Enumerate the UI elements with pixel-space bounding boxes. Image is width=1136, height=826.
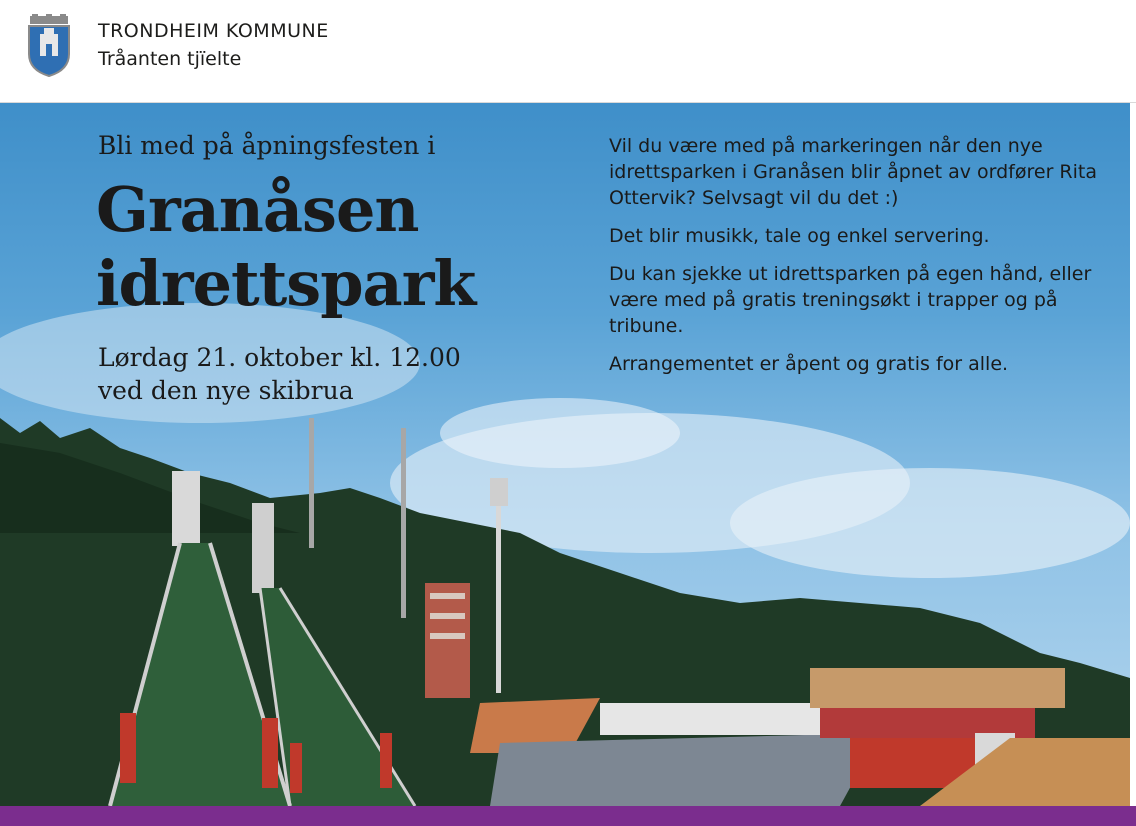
event-title-line-1: Granåsen bbox=[96, 173, 419, 246]
description-paragraph: Det blir musikk, tale og enkel servering. bbox=[609, 225, 990, 247]
description-paragraph: Vil du være med på markeringen når den nye idrettsparken i Granåsen blir åpnet av ordfører Rita Ottervik? Selvsagt vil du det :) bbox=[609, 135, 1097, 209]
event-description bbox=[609, 133, 1109, 389]
page-edge bbox=[1130, 103, 1136, 806]
event-date-line-1: Lørdag 21. oktober kl. 12.00 bbox=[98, 343, 461, 372]
org-name: TRONDHEIM KOMMUNE bbox=[98, 20, 329, 42]
event-date bbox=[98, 341, 461, 407]
coat-of-arms-icon bbox=[24, 14, 74, 78]
footer-bar bbox=[0, 806, 1136, 826]
org-subtitle: Tråanten tjïelte bbox=[98, 48, 242, 70]
event-title-line-2: idrettspark bbox=[96, 247, 476, 320]
event-intro: Bli med på åpningsfesten i bbox=[98, 131, 436, 160]
description-paragraph: Arrangementet er åpent og gratis for alle. bbox=[609, 353, 1009, 375]
event-title bbox=[96, 173, 475, 321]
page-header bbox=[0, 0, 1136, 103]
event-location-line: ved den nye skibrua bbox=[98, 376, 354, 405]
description-paragraph: Du kan sjekke ut idrettsparken på egen hånd, eller være med på gratis treningsøkt i trapper og på tribune. bbox=[609, 263, 1092, 337]
hero-image bbox=[0, 103, 1130, 806]
